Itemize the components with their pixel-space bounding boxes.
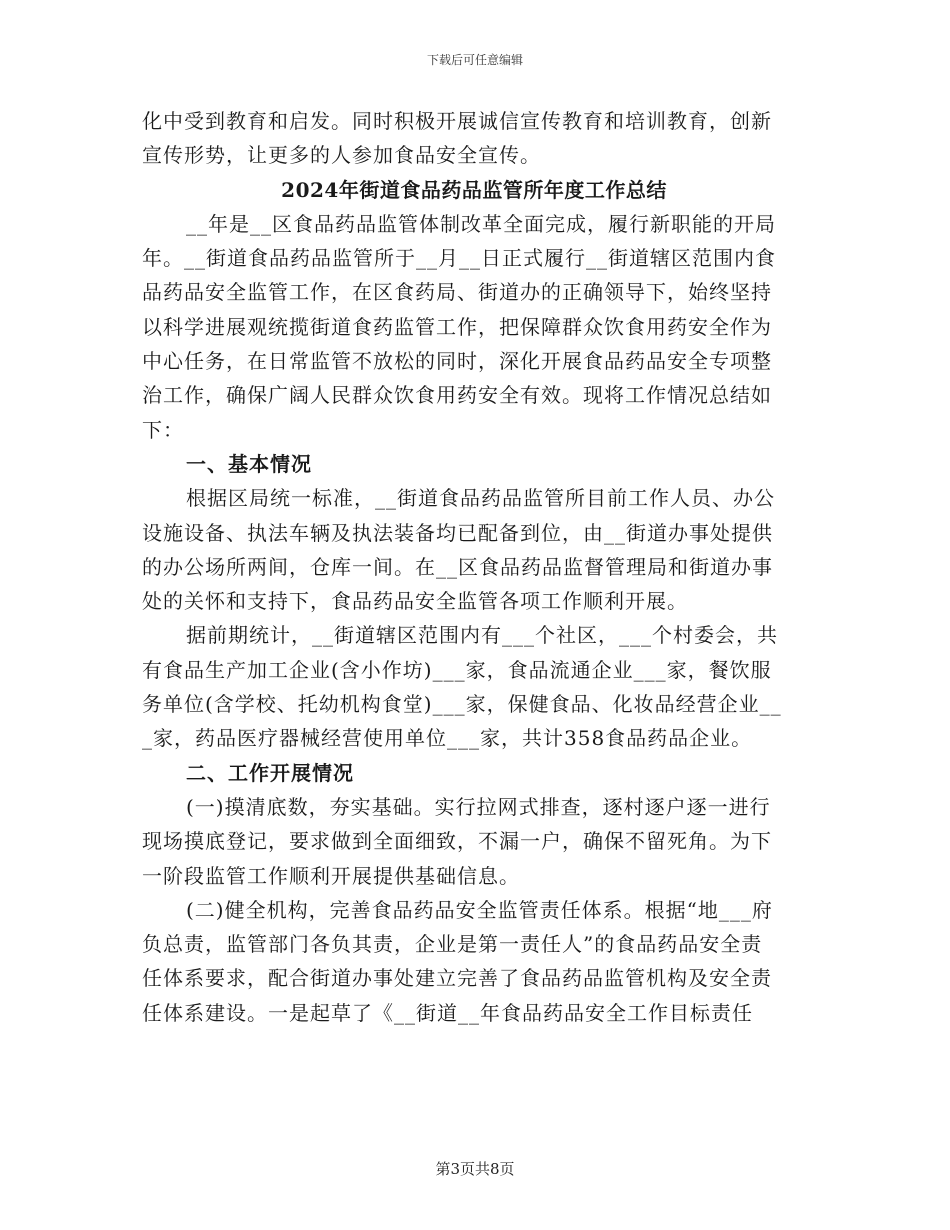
paragraph-line: 据前期统计，__街道辖区范围内有___个社区，___个村委会，共 (186, 623, 778, 648)
paragraph-line: __年是__区食品药品监管体制改革全面完成，履行新职能的开局 (186, 211, 776, 236)
paragraph-line: 的办公场所两间，仓库一间。在__区食品药品监督管理局和街道办事 (142, 554, 773, 579)
paragraph-line: 年。__街道食品药品监管所于__月__日正式履行__街道辖区范围内食 (142, 246, 776, 271)
document-body (142, 104, 806, 1030)
paragraph-line: 处的关怀和支持下，食品药品安全监管各项工作顺利开展。 (142, 589, 688, 614)
paragraph-line: 中心任务，在日常监管不放松的同时，深化开展食品药品安全专项整 (142, 349, 772, 374)
page-header-note: 下载后可任意编辑 (426, 53, 523, 67)
paragraph-line: 根据区局统一标准，__街道食品药品监管所目前工作人员、办公 (186, 486, 775, 511)
section-heading-work: 二、工作开展情况 (186, 760, 354, 785)
paragraph-line: 现场摸底登记，要求做到全面细致，不漏一户，确保不留死角。为下 (142, 829, 772, 854)
paragraph-line: 宣传形势，让更多的人参加食品安全宣传。 (142, 143, 541, 168)
paragraph-line: _家，药品医疗器械经营使用单位___家，共计358食品药品企业。 (142, 726, 753, 751)
paragraph-line: 下： (142, 417, 184, 442)
document-title: 2024年街道食品药品监管所年度工作总结 (281, 177, 667, 202)
page-number: 第3页共8页 (435, 1160, 515, 1178)
paragraph-line: (一)摸清底数，夯实基础。实行拉网式排查，逐村逐户逐一进行 (186, 794, 771, 819)
paragraph-line: 任体系建设。一是起草了《__街道__年食品药品安全工作目标责任 (142, 1000, 753, 1025)
paragraph-line: 品药品安全监管工作，在区食药局、街道办的正确领导下，始终坚持 (142, 280, 772, 305)
paragraph-line: (二)健全机构，完善食品药品安全监管责任体系。根据“地___府 (186, 897, 773, 922)
paragraph-line: 有食品生产加工企业(含小作坊)___家，食品流通企业___家，餐饮服 (142, 657, 772, 682)
paragraph-line: 设施设备、执法车辆及执法装备均已配备到位，由__街道办事处提供 (142, 520, 773, 545)
paragraph-line: 化中受到教育和启发。同时积极开展诚信宣传教育和培训教育，创新 (142, 109, 772, 133)
paragraph-line: 任体系要求，配合街道办事处建立完善了食品药品监管机构及安全责 (142, 966, 772, 991)
paragraph-line: 务单位(含学校、托幼机构食堂)___家，保健食品、化妆品经营企业__ (142, 692, 782, 717)
paragraph-line: 负总责，监管部门各负其责，企业是第一责任人”的食品药品安全责 (142, 932, 763, 957)
paragraph-line: 以科学进展观统揽街道食药监管工作，把保障群众饮食用药安全作为 (142, 314, 772, 339)
paragraph-line: 治工作，确保广阔人民群众饮食用药安全有效。现将工作情况总结如 (142, 383, 772, 408)
section-heading-basic: 一、基本情况 (186, 451, 312, 476)
paragraph-line: 一阶段监管工作顺利开展提供基础信息。 (142, 863, 520, 888)
